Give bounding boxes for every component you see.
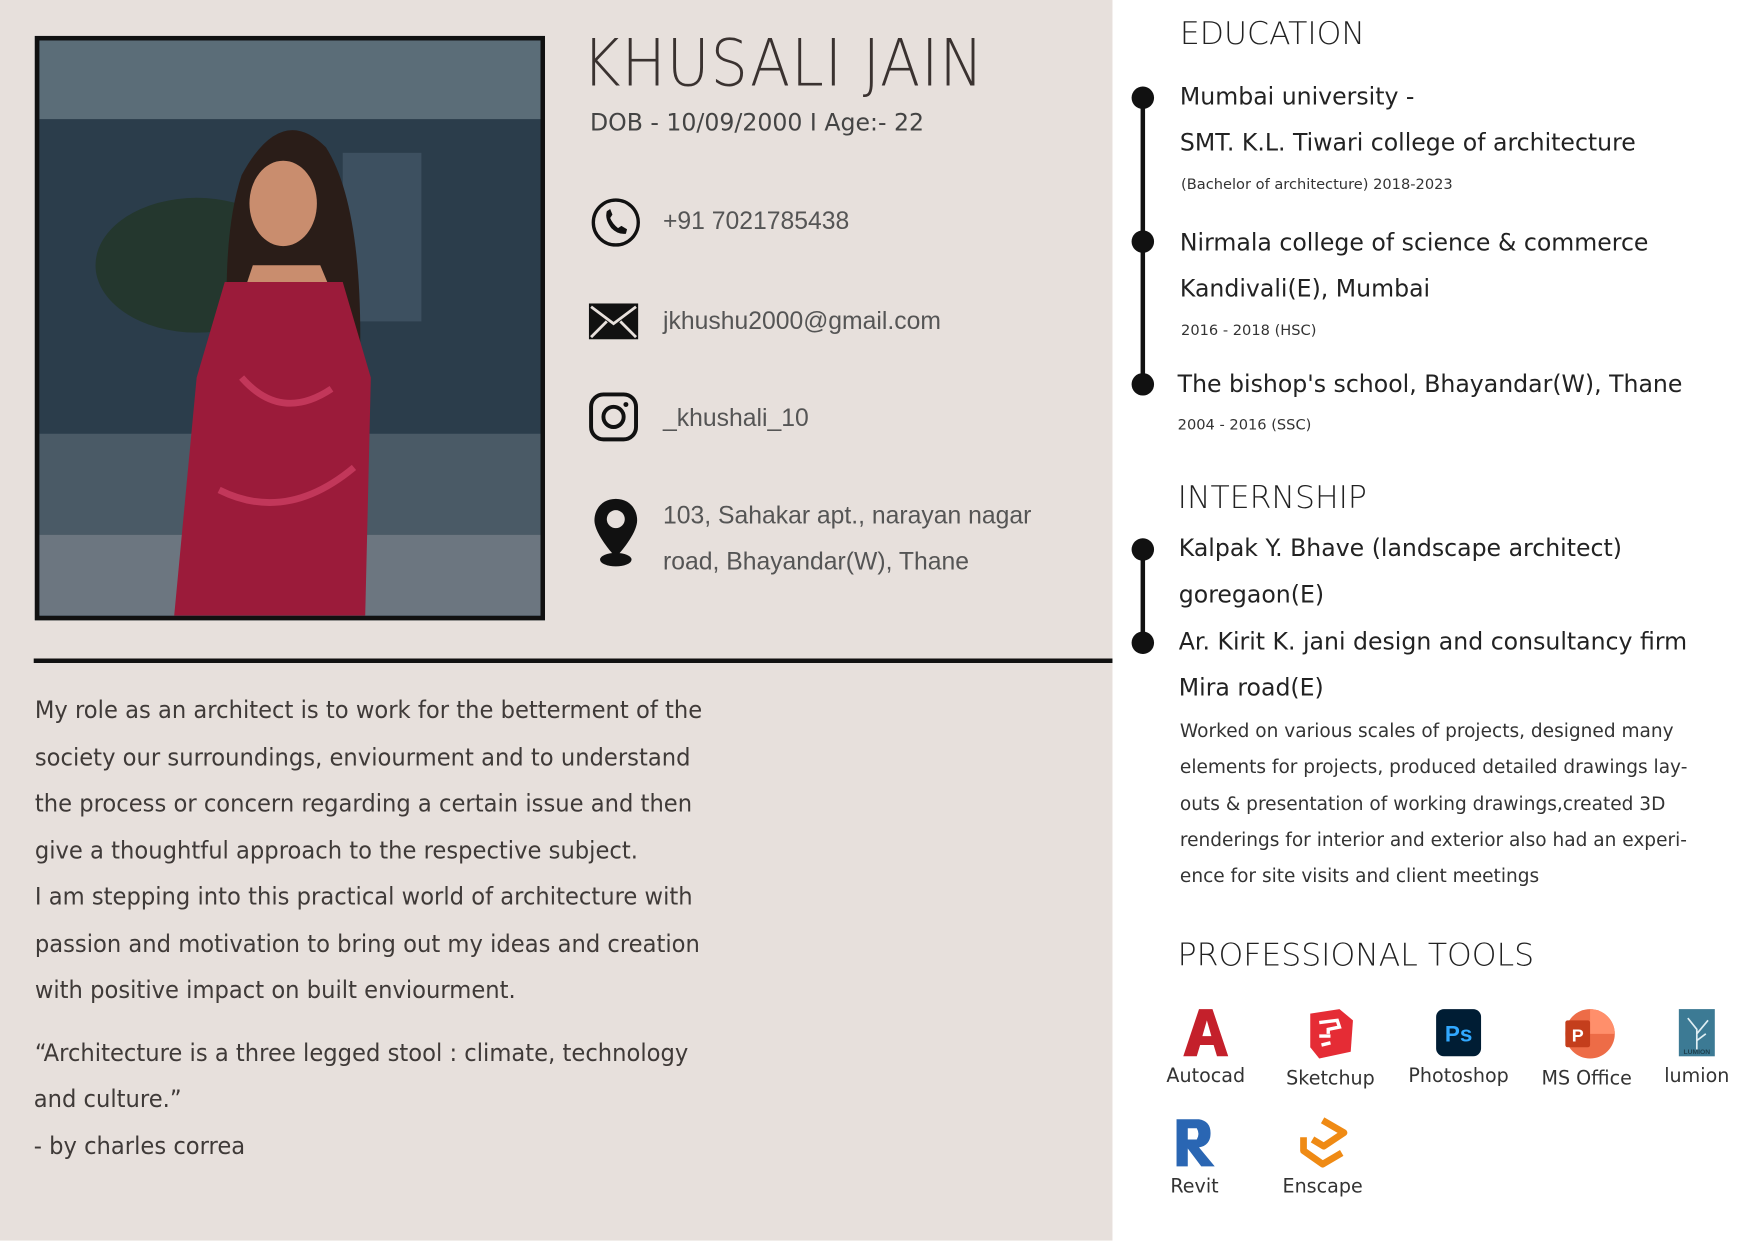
tool-autocad bbox=[1144, 1007, 1268, 1088]
enscape-icon bbox=[1297, 1117, 1349, 1169]
svg-text:P: P bbox=[1571, 1025, 1584, 1046]
internship-heading: INTERNSHIP bbox=[1177, 478, 1367, 516]
education-item-3-detail: 2004 - 2016 (SSC) bbox=[1177, 416, 1312, 434]
internship-description-line: elements for projects, produced detailed drawings lay- bbox=[1179, 756, 1688, 778]
about-line: My role as an architect is to work for the betterment of the bbox=[34, 696, 703, 724]
internship-item-1-line-2: goregaon(E) bbox=[1178, 580, 1325, 608]
about-line: give a thoughtful approach to the respective subject. bbox=[34, 836, 638, 864]
tool-label: lumion bbox=[1664, 1065, 1730, 1088]
powerpoint-icon bbox=[1556, 1007, 1617, 1061]
quote-line: and culture.” bbox=[33, 1085, 182, 1113]
education-item-3-line-1: The bishop's school, Bhayandar(W), Thane bbox=[1177, 370, 1683, 398]
education-item-1-detail: (Bachelor of architecture) 2018-2023 bbox=[1181, 176, 1453, 194]
education-item-2-detail: 2016 - 2018 (HSC) bbox=[1181, 322, 1317, 340]
education-item-1-line-1: Mumbai university - bbox=[1179, 83, 1415, 111]
internship-description-line: Worked on various scales of projects, designed many bbox=[1179, 720, 1674, 742]
instagram-handle: _khushali_10 bbox=[662, 403, 809, 432]
internship-timeline-line bbox=[1141, 549, 1145, 642]
timeline-dot bbox=[1132, 230, 1154, 252]
dob-age: DOB - 10/09/2000 I Age:- 22 bbox=[589, 109, 925, 136]
location-pin-icon bbox=[592, 497, 639, 569]
photoshop-icon bbox=[1434, 1007, 1483, 1059]
tool-label: Enscape bbox=[1282, 1175, 1363, 1198]
sketchup-icon bbox=[1306, 1007, 1355, 1061]
candidate-name: KHUSALI JAIN bbox=[582, 24, 985, 102]
education-item-2-line-1: Nirmala college of science & commerce bbox=[1179, 229, 1649, 257]
tool-sketchup bbox=[1269, 1007, 1393, 1090]
lumion-icon bbox=[1677, 1007, 1717, 1059]
address-line-2: road, Bhayandar(W), Thane bbox=[662, 547, 969, 576]
internship-item-1-line-1: Kalpak Y. Bhave (landscape architect) bbox=[1178, 534, 1622, 562]
tool-label: Photoshop bbox=[1408, 1065, 1509, 1088]
tool-label: Autocad bbox=[1166, 1065, 1246, 1088]
about-line: I am stepping into this practical world of architecture with bbox=[34, 883, 693, 911]
internship-description-line: outs & presentation of working drawings,created 3D bbox=[1179, 792, 1666, 815]
internship-item-2-line-1: Ar. Kirit K. jani design and consultancy firm bbox=[1178, 628, 1688, 656]
tool-label: Revit bbox=[1170, 1175, 1219, 1198]
internship-item-2-line-2: Mira road(E) bbox=[1178, 674, 1324, 702]
instagram-icon bbox=[589, 392, 638, 441]
about-line: the process or concern regarding a certain issue and then bbox=[34, 789, 693, 817]
timeline-dot bbox=[1132, 87, 1154, 109]
timeline-dot bbox=[1132, 632, 1154, 654]
address-line-1: 103, Sahakar apt., narayan nagar bbox=[662, 501, 1032, 530]
tool-lumion bbox=[1635, 1007, 1753, 1088]
email-address: jkhushu2000@gmail.com bbox=[662, 306, 941, 335]
autocad-icon bbox=[1181, 1007, 1230, 1059]
section-divider bbox=[34, 658, 1113, 662]
education-item-1-line-2: SMT. K.L. Tiwari college of architecture bbox=[1179, 129, 1636, 157]
internship-description-line: renderings for interior and exterior also had an experi- bbox=[1179, 829, 1687, 851]
about-line: with positive impact on built enviourment. bbox=[34, 976, 516, 1004]
tool-label: Sketchup bbox=[1286, 1067, 1375, 1091]
profile-photo bbox=[35, 36, 545, 620]
education-item-2-line-2: Kandivali(E), Mumbai bbox=[1179, 275, 1431, 303]
tool-label: MS Office bbox=[1541, 1067, 1632, 1091]
svg-text:Ps: Ps bbox=[1444, 1021, 1473, 1047]
tool-revit bbox=[1133, 1117, 1257, 1198]
tool-photoshop bbox=[1397, 1007, 1521, 1088]
about-line: passion and motivation to bring out my ideas and creation bbox=[34, 929, 700, 957]
tool-enscape bbox=[1261, 1117, 1385, 1198]
tools-heading: PROFESSIONAL TOOLS bbox=[1177, 936, 1535, 974]
revit-icon bbox=[1170, 1117, 1219, 1169]
internship-description-line: ence for site visits and client meetings bbox=[1179, 865, 1540, 887]
quote-line: - by charles correa bbox=[33, 1132, 246, 1160]
timeline-dot bbox=[1132, 538, 1154, 560]
phone-icon bbox=[590, 197, 642, 249]
email-icon bbox=[589, 303, 638, 339]
phone-number: +91 7021785438 bbox=[662, 206, 850, 235]
quote-line: “Architecture is a three legged stool : climate, technology bbox=[34, 1039, 689, 1067]
tool-ms-office bbox=[1525, 1007, 1649, 1090]
svg-text:LUMION: LUMION bbox=[1683, 1049, 1711, 1057]
timeline-dot bbox=[1132, 373, 1154, 395]
education-heading: EDUCATION bbox=[1179, 14, 1365, 52]
about-line: society our surroundings, enviourment and to understand bbox=[34, 743, 691, 771]
